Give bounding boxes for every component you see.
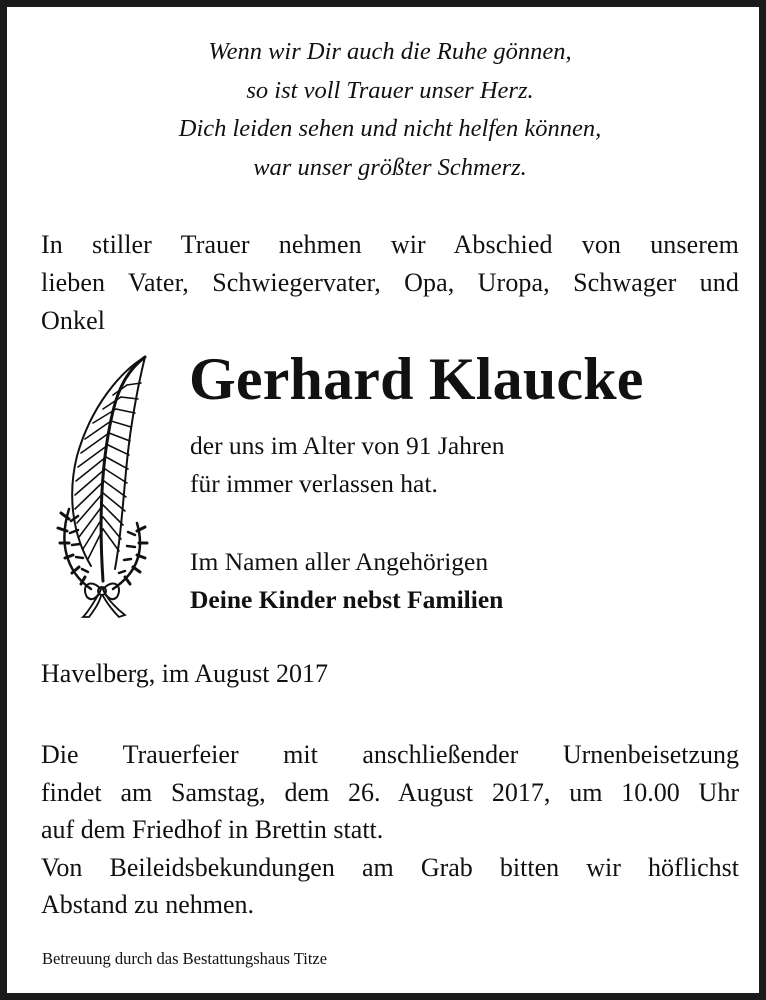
poem-line: so ist voll Trauer unser Herz. <box>246 76 534 104</box>
age-line: für immer verlassen hat. <box>190 469 438 498</box>
service-line: findet am Samstag, dem 26. August 2017, um 10.00 Uhr <box>41 777 739 807</box>
mourners-signature: Deine Kinder nebst Familien <box>190 585 504 614</box>
place-date: Havelberg, im August 2017 <box>41 659 328 688</box>
feather-wreath-icon <box>51 351 151 621</box>
intro-line: In stiller Trauer nehmen wir Abschied von unserem <box>41 230 739 259</box>
service-line: Abstand zu nehmen. <box>41 890 255 919</box>
deceased-name: Gerhard Klaucke <box>189 346 644 412</box>
intro-line: lieben Vater, Schwiegervater, Opa, Uropa, Schwager und <box>41 268 739 297</box>
mourners-block <box>190 543 730 619</box>
poem-line: Dich leiden sehen und nicht helfen können, <box>178 115 602 142</box>
age-statement <box>190 427 730 503</box>
intro-line: Onkel <box>41 306 106 335</box>
funeral-home-credit: Betreuung durch das Bestattungshaus Titze <box>42 949 328 968</box>
mourners-line: Im Namen aller Angehörigen <box>190 547 489 576</box>
poem-line: Wenn wir Dir auch die Ruhe gönnen, <box>208 38 572 65</box>
poem <box>7 33 766 187</box>
intro-text <box>41 226 739 340</box>
poem-line: war unser größter Schmerz. <box>253 153 527 181</box>
age-line: der uns im Alter von 91 Jahren <box>190 431 505 460</box>
service-details <box>41 736 739 924</box>
service-line: auf dem Friedhof in Brettin statt. <box>41 815 384 844</box>
service-line: Die Trauerfeier mit anschließender Urnenbeisetzung <box>41 740 739 769</box>
service-line: Von Beileidsbekundungen am Grab bitten wir höflichst <box>41 852 739 882</box>
